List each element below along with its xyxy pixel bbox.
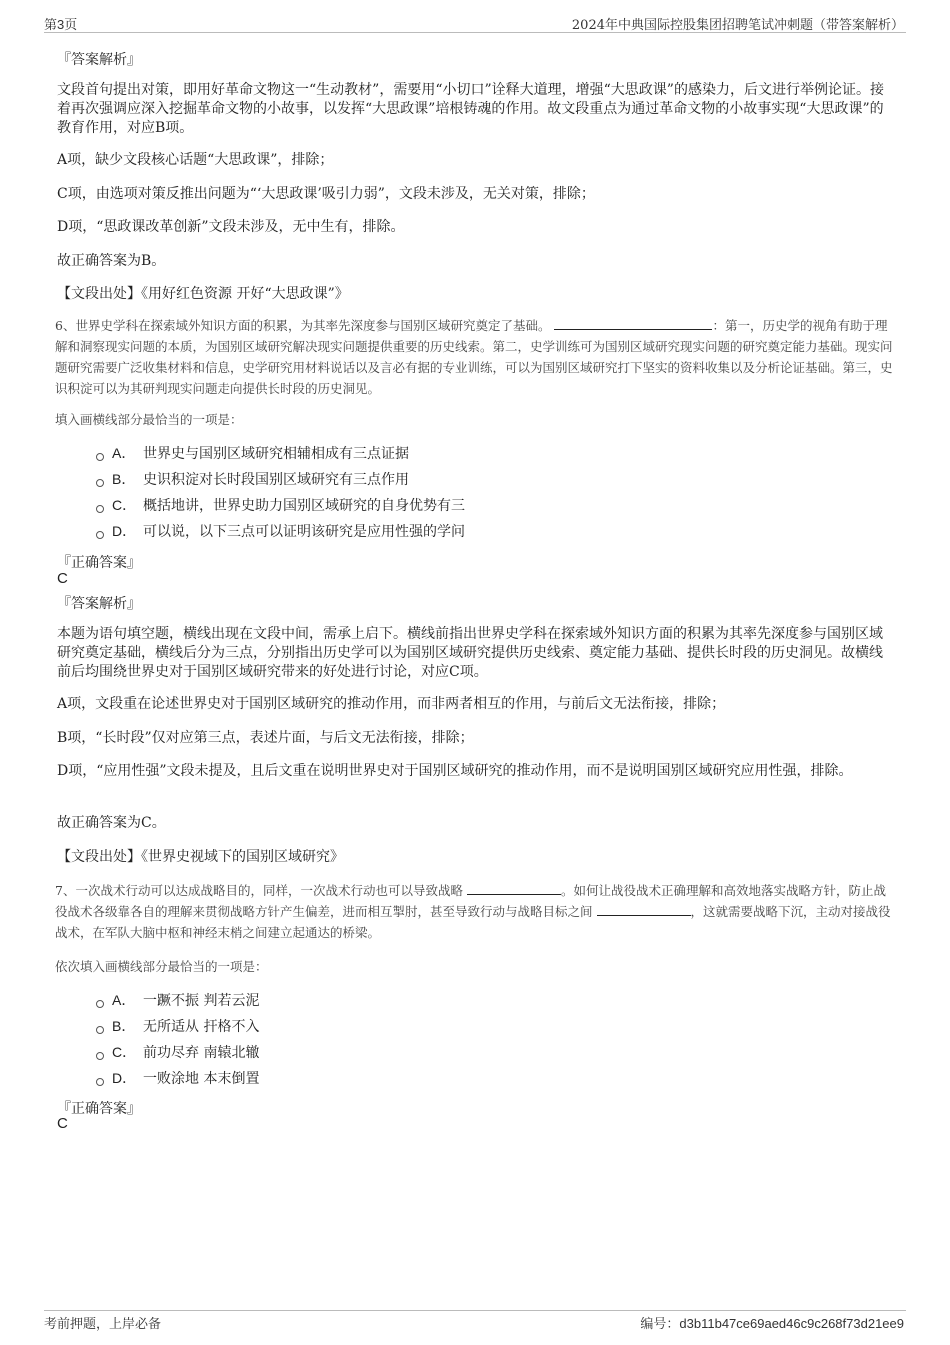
option-text: 概括地讲，世界史助力国别区域研究的自身优势有三 xyxy=(143,498,465,514)
q7-blank-2 xyxy=(597,903,691,916)
q6-analysis-option-d: D项，“应用性强”文段未提及，且后文重在说明世界史对于国别区域研究的推动作用，而不是说明国别区域研究应用性强，排除。 xyxy=(57,763,853,779)
q7-option-c[interactable] xyxy=(96,1042,259,1062)
q6-analysis-option-b: B项，“长时段”仅对应第三点，表述片面，与后文无法衔接，排除； xyxy=(57,730,474,746)
q5-analysis-paragraph: 文段首句提出对策，即用好革命文物这一“生动教材”，需要用“小切口”诠释大道理，增强“大思政课”的感染力，后文进行举例论证。接着再次强调应深入挖掘革命文物的小故事，以发挥“大思政课”培根铸魂的作用。故文段重点为通过革命文物的小故事实现“大思政课”的教育作用，对应B项。 xyxy=(57,82,884,136)
radio-icon[interactable] xyxy=(96,505,104,513)
q6-option-a[interactable] xyxy=(96,443,409,463)
radio-icon[interactable] xyxy=(96,1078,104,1086)
q6-blank xyxy=(554,317,712,330)
option-text: 一蹶不振 判若云泥 xyxy=(143,993,260,1009)
q7-blank-1 xyxy=(467,882,561,895)
q6-conclusion: 故正确答案为C。 xyxy=(57,815,166,831)
q6-option-d[interactable] xyxy=(96,521,465,541)
q6-option-b[interactable] xyxy=(96,469,409,489)
q6-prompt: 填入画横线部分最恰当的一项是： xyxy=(55,412,243,427)
q7-option-b[interactable] xyxy=(96,1016,259,1036)
q5-analysis-label: 『答案解析』 xyxy=(57,52,141,68)
radio-icon[interactable] xyxy=(96,1000,104,1008)
option-text: 一败涂地 本末倒置 xyxy=(143,1071,260,1087)
radio-icon[interactable] xyxy=(96,531,104,539)
q7-prompt: 依次填入画横线部分最恰当的一项是： xyxy=(55,959,268,974)
q6-source: 【文段出处】《世界史视域下的国别区域研究》 xyxy=(57,849,344,865)
q6-answer-label: 『正确答案』 xyxy=(57,555,141,571)
q7-stem xyxy=(55,880,895,943)
option-text: 世界史与国别区域研究相辅相成有三点证据 xyxy=(143,446,409,462)
q7-option-d[interactable] xyxy=(96,1068,259,1088)
radio-icon[interactable] xyxy=(96,479,104,487)
footer-slogan: 考前押题，上岸必备 xyxy=(44,1317,162,1332)
header-divider xyxy=(44,32,906,33)
option-letter: A． xyxy=(112,992,136,1008)
q6-option-c[interactable] xyxy=(96,495,465,515)
page-number: 第3页 xyxy=(44,17,78,32)
radio-icon[interactable] xyxy=(96,1052,104,1060)
option-text: 可以说，以下三点可以证明该研究是应用性强的学问 xyxy=(143,524,465,540)
option-text: 史识积淀对长时段国别区域研究有三点作用 xyxy=(143,472,409,488)
option-text: 前功尽弃 南辕北辙 xyxy=(143,1045,260,1061)
option-letter: C． xyxy=(112,497,137,513)
q6-stem-part1: 6、世界史学科在探索域外知识方面的积累，为其率先深度参与国别区域研究奠定了基础。 xyxy=(55,318,551,333)
q6-stem xyxy=(55,315,895,399)
q6-stem-part2: ：第一，历史学的视角有助于理解和洞察现实问题的本质，为国别区域研究解决现实问题提供重要的历史线索。第二，史学训练可为国别区域研究现实问题的研究奠定能力基础。现实问题研究需要广泛收集材料和信息，史学研究用材料说话以及言必有据的专业训练，可以为国别区域研究打下坚实的资料收集以及分析论证基础。第三，史识积淀可以为其研判现实问题走向提供长时段的历史洞见。 xyxy=(55,318,893,396)
option-text: 无所适从 扞格不入 xyxy=(143,1019,260,1035)
q7-answer-label: 『正确答案』 xyxy=(57,1101,141,1117)
q7-stem-part1: 7、一次战术行动可以达成战略目的，同样，一次战术行动也可以导致战略 xyxy=(55,883,463,898)
footer-divider xyxy=(44,1310,906,1311)
q7-stem-part2: 。如何让战役战术正确理解和高效地落实战略方针，防止战役战术各级靠各自的理解来贯彻战略方针产生偏差，进而相互掣肘，甚至导致行动与战略目标之间 xyxy=(55,883,886,919)
footer-code xyxy=(640,1313,904,1332)
q6-answer: C xyxy=(57,570,68,587)
option-letter: A． xyxy=(112,445,136,461)
radio-icon[interactable] xyxy=(96,1026,104,1034)
q5-analysis-option-c: C项，由选项对策反推出问题为“‘大思政课’吸引力弱”，文段未涉及，无关对策，排除； xyxy=(57,186,595,202)
q6-analysis-option-a: A项，文段重在论述世界史对于国别区域研究的推动作用，而非两者相互的作用，与前后文无法衔接，排除； xyxy=(57,696,726,712)
option-letter: D． xyxy=(112,523,137,539)
option-letter: C． xyxy=(112,1044,137,1060)
q5-source: 【文段出处】《用好红色资源 开好“大思政课”》 xyxy=(57,286,349,302)
q6-analysis-paragraph: 本题为语句填空题，横线出现在文段中间，需承上启下。横线前指出世界史学科在探索域外知识方面的积累为其率先深度参与国别区域研究奠定基础，横线后分为三点，分别指出历史学可以为国别区域研究提供历史线索、奠定能力基础、提供长时段的历史洞见。故横线前后均围绕世界史对于国别区域研究带来的好处进行讨论，对应C项。 xyxy=(57,626,883,680)
option-letter: B． xyxy=(112,471,136,487)
option-letter: D． xyxy=(112,1070,137,1086)
q7-option-a[interactable] xyxy=(96,990,259,1010)
q6-analysis-label: 『答案解析』 xyxy=(57,596,141,612)
q7-stem-part3: ，这就需要战略下沉，主动对接战役战术，在军队大脑中枢和神经末梢之间建立起通达的桥梁。 xyxy=(55,904,891,940)
footer-code-value: d3b11b47ce69aed46c9c268f73d21ee9 xyxy=(679,1316,904,1331)
document-title: 2024年中典国际控股集团招聘笔试冲刺题（带答案解析） xyxy=(571,18,904,33)
radio-icon[interactable] xyxy=(96,453,104,461)
q7-answer: C xyxy=(57,1115,68,1132)
q5-analysis-option-a: A项，缺少文段核心话题“大思政课”，排除； xyxy=(57,152,334,168)
option-letter: B． xyxy=(112,1018,136,1034)
q5-conclusion: 故正确答案为B。 xyxy=(57,253,166,269)
q5-analysis-option-d: D项，“思政课改革创新”文段未涉及，无中生有，排除。 xyxy=(57,219,405,235)
footer-code-label: 编号： xyxy=(640,1317,680,1332)
